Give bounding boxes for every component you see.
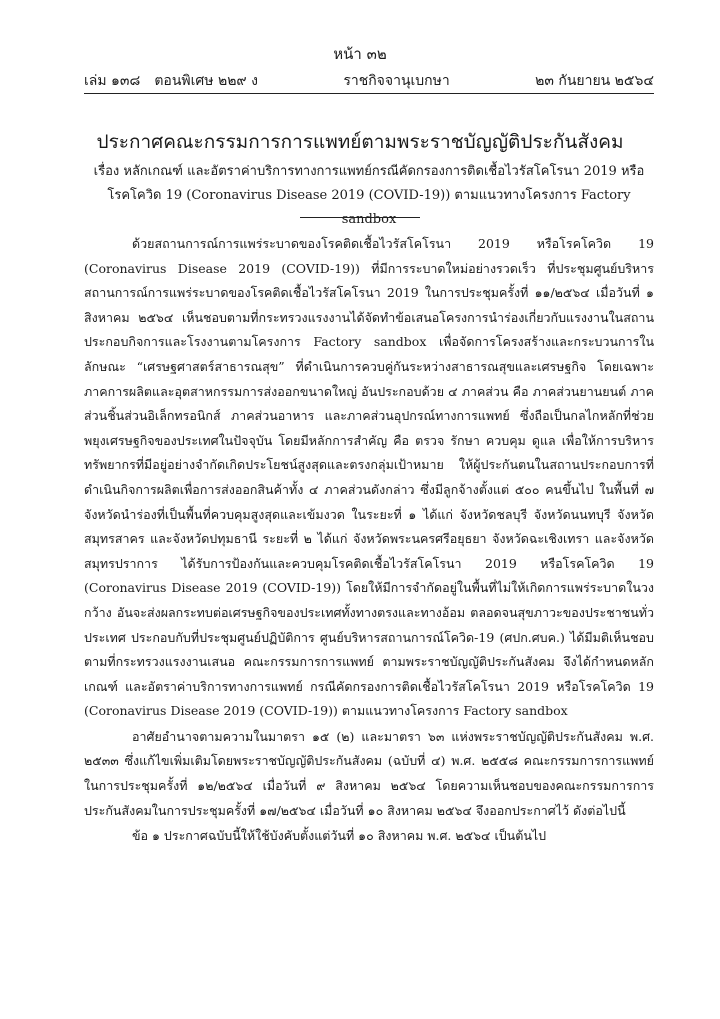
header-divider xyxy=(84,93,654,94)
title-divider xyxy=(300,217,420,218)
announcement-body xyxy=(84,232,654,850)
announcement-title: ประกาศคณะกรรมการการแพทย์ตามพระราชบัญญัติประกันสังคม xyxy=(96,131,624,153)
body-paragraph: ด้วยสถานการณ์การแพร่ระบาดของโรคติดเชื้อไวรัสโคโรนา 2019 หรือโรคโควิด 19 (Coronavirus Disease 2019 (COVID-19)) ที่มีการระบาดใหม่อย่างรวดเร็ว ที่ประชุมศูนย์บริหารสถานการณ์การแพร่ระบาดของโรคติดเชื้อไวรัสโคโรนา 2019 ในการประชุมครั้งที่ ๑๑/๒๕๖๔ เมื่อวันที่ ๑ สิงหาคม ๒๕๖๔ เห็นชอบตามที่กระทรวงแรงงานได้จัดทำข้อเสนอโครงการนำร่องเกี่ยวกับแรงงานในสถานประกอบกิจการและโรงงานตามโครงการ Factory sandbox เพื่อจัดการโครงสร้างและกระบวนการในลักษณะ “เศรษฐศาสตร์สาธารณสุข” ที่ดำเนินการควบคู่กันระหว่างสาธารณสุขและเศรษฐกิจ โดยเฉพาะภาคการผลิตและอุตสาหกรรมการส่งออกขนาดใหญ่ อันประกอบด้วย ๔ ภาคส่วน คือ ภาคส่วนยานยนต์ ภาคส่วนชิ้นส่วนอิเล็กทรอนิกส์ ภาคส่วนอาหาร และภาคส่วนอุปกรณ์ทางการแพทย์ ซึ่งถือเป็นกลไกหลักที่ช่วยพยุงเศรษฐกิจของประเทศในปัจจุบัน โดยมีหลักการสำคัญ คือ ตรวจ รักษา ควบคุม ดูแล เพื่อให้การบริหารทรัพยากรที่มีอยู่อย่างจำกัดเกิดประโยชน์สูงสุดและตรงกลุ่มเป้าหมาย ให้ผู้ประกันตนในสถานประกอบการที่ดำเนินกิจการผลิตเพื่อการส่งออกสินค้าทั้ง ๔ ภาคส่วนดังกล่าว ซึ่งมีลูกจ้างตั้งแต่ ๕๐๐ คนขึ้นไป ในพื้นที่ ๗ จังหวัดนำร่องที่เป็นพื้นที่ควบคุมสูงสุดและเข้มงวด ในระยะที่ ๑ ได้แก่ จังหวัดชลบุรี จังหวัดนนทบุรี จังหวัดสมุทรสาคร และจังหวัดปทุมธานี ระยะที่ ๒ ได้แก่ จังหวัดพระนครศรีอยุธยา จังหวัดฉะเชิงเทรา และจังหวัดสมุทรปราการ ได้รับการป้องกันและควบคุมโรคติดเชื้อไวรัสโคโรนา 2019 หรือโรคโควิด 19 (Coronavirus Disease 2019 (COVID-19)) โดยให้มีการจำกัดอยู่ในพื้นที่ไม่ให้เกิดการแพร่ระบาดในวงกว้าง อันจะส่งผลกระทบต่อเศรษฐกิจของประเทศทั้งทางตรงและทางอ้อม ตลอดจนสุขภาวะของประชาชนทั่วประเทศ ประกอบกับที่ประชุมศูนย์ปฏิบัติการ ศูนย์บริหารสถานการณ์โควิด-19 (ศปก.ศบค.) ได้มีมติเห็นชอบตามที่กระทรวงแรงงานเสนอ คณะกรรมการการแพทย์ ตามพระราชบัญญัติประกันสังคม จึงได้กำหนดหลักเกณฑ์ และอัตราค่าบริการทางการแพทย์ กรณีคัดกรองการติดเชื้อไวรัสโคโรนา 2019 หรือโรคโควิด 19 (Coronavirus Disease 2019 (COVID-19)) ตามแนวทางโครงการ Factory sandbox xyxy=(84,236,654,719)
announcement-subject: เรื่อง หลักเกณฑ์ และอัตราค่าบริการทางการแพทย์กรณีคัดกรองการติดเชื้อไวรัสโคโรนา 2019 หรือโรคโควิด 19 (Coronavirus Disease 2019 (COVID-19)) ตามแนวทางโครงการ Factory sandbox xyxy=(93,164,645,227)
volume-label: เล่ม ๑๓๘ xyxy=(84,73,141,89)
body-paragraph: ข้อ ๑ ประกาศฉบับนี้ให้ใช้บังคับตั้งแต่วันที่ ๑๐ สิงหาคม พ.ศ. ๒๕๖๔ เป็นต้นไป xyxy=(132,828,547,844)
publication-date: ๒๓ กันยายน ๒๕๖๔ xyxy=(535,73,654,89)
section-label: ตอนพิเศษ ๒๒๙ ง xyxy=(154,73,258,89)
body-paragraph: อาศัยอำนาจตามความในมาตรา ๑๕ (๒) และมาตรา ๖๓ แห่งพระราชบัญญัติประกันสังคม พ.ศ. ๒๕๓๓ ซึ่งแก้ไขเพิ่มเติมโดยพระราชบัญญัติประกันสังคม (ฉบับที่ ๔) พ.ศ. ๒๕๕๘ คณะกรรมการการแพทย์ในการประชุมครั้งที่ ๑๒/๒๕๖๔ เมื่อวันที่ ๙ สิงหาคม ๒๕๖๔ โดยความเห็นชอบของคณะกรรมการการประกันสังคมในการประชุมครั้งที่ ๑๗/๒๕๖๔ เมื่อวันที่ ๑๐ สิงหาคม ๒๕๖๔ จึงออกประกาศไว้ ดังต่อไปนี้ xyxy=(84,728,654,818)
page-number: หน้า ๓๒ xyxy=(333,45,387,63)
gazette-header xyxy=(84,70,654,92)
gazette-issue-info xyxy=(84,70,258,92)
gazette-name: ราชกิจจานุเบกษา xyxy=(343,73,450,89)
